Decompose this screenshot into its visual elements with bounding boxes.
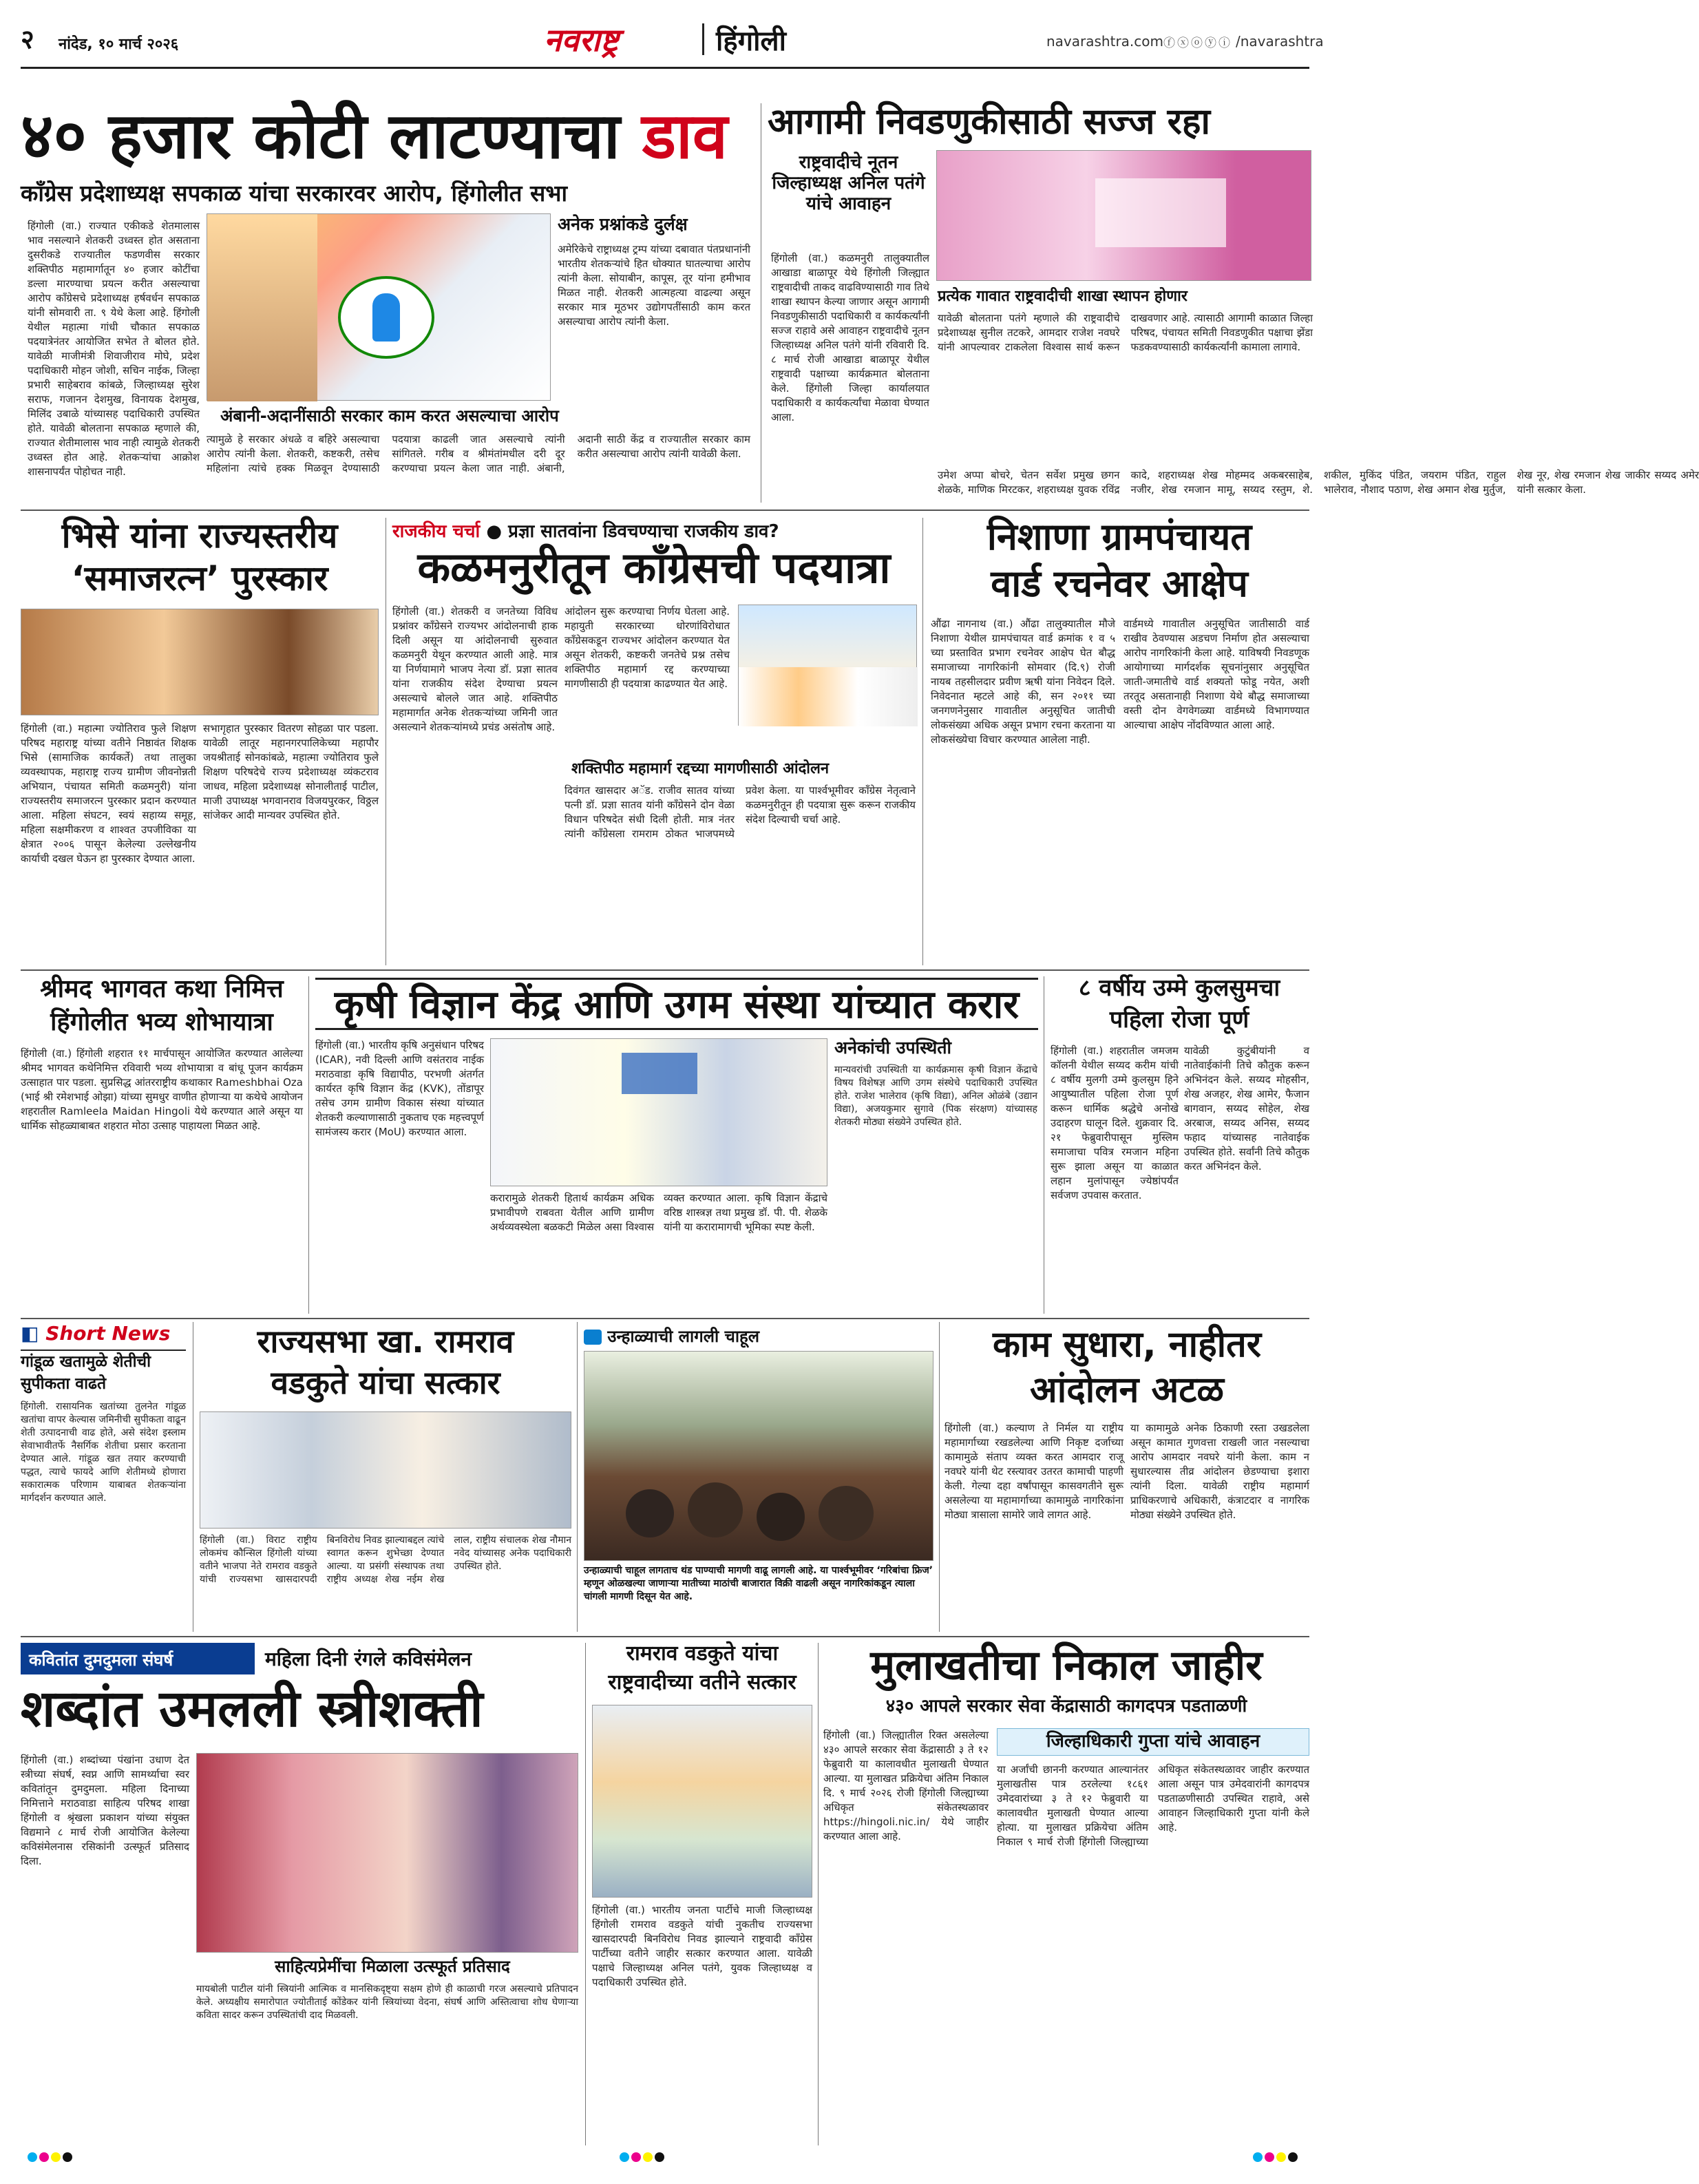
- bhagwat-headline-2: हिंगोलीत भव्य शोभायात्रा: [50, 1008, 273, 1036]
- right-top-photo: [936, 150, 1311, 281]
- ncp-felicitation-body: हिंगोली (वा.) भारतीय जनता पार्टीचे माजी जिल्हाध्यक्ष हिंगोली रामराव वडकुते यांची नुकतीच राज्यसभा खासदारपदी बिनविरोध निवड झाल्याने राष्ट्रवादी काँग्रेस पार्टीच्या वतीने जाहीर सत्कार करण्यात आला. यावेळी पक्षाचे जिल्हाध्यक्ष अनिल पतंगे, युवक जिल्हाध्यक्ष व पदाधिकारी उपस्थित होते.: [592, 1904, 812, 1988]
- right-top-deck: राष्ट्रवादीचे नूतन जिल्हाध्यक्ष अनिल पतंगे यांचे आवाहन: [772, 152, 925, 214]
- right-top-headline: आगामी निवडणुकीसाठी सज्ज रहा: [768, 101, 1210, 143]
- lead-body: हिंगोली (वा.) राज्यात एकीकडे शेतमालास भाव नसल्याने शेतकरी उध्वस्त होत असताना दुसरीकडे राज्यातील फडणवीस सरकार शक्तिपीठ महामार्गातून ४० हजार कोटींचा डल्ला मारण्याचा प्रयत्न करीत असल्याचा आरोप काँग्रेसचे प्रदेशाध्यक्ष हर्षवर्धन सपकाळ यांनी सोमवारी ता. ९ येथे केला आहे. हिंगोली येथील महात्मा गांधी चौकात सपकाळ पदयात्रेनंतर आयोजित सभेत ते बोलत होते. यावेळी माजीमंत्री शिवाजीराव मोघे, प्रदेश पदाधिकारी मोहन जोशी, सचिन नाईक, जिल्हा प्रभारी साहेबराव कांबळे, जिल्हाध्यक्ष सुरेश सराफ, गजानन देशमुख, विनायक देशमुख, मिलिंद उबाळे यांच्यासह पदाधिकारी उपस्थित होते. यावेळी बोलताना सपकाळ म्हणाले की, राज्यात शेतीमालास भाव नाही त्यामुळे शेतकरी उध्वस्त होत आहे. शेतकऱ्यांचा आक्रोश शासनापर्यंत पोहोचत नाही.: [28, 220, 200, 478]
- section-divider: [702, 23, 704, 55]
- kvk-photo: [490, 1038, 827, 1186]
- rs-photo: [200, 1411, 571, 1529]
- issue-date: नांदेड, १० मार्च २०२६: [59, 36, 179, 53]
- row-divider: [21, 1636, 1309, 1637]
- interview-subhead: जिल्हाधिकारी गुप्ता यांचे आवाहन: [997, 1728, 1309, 1756]
- camera-icon: [584, 1330, 602, 1345]
- lead-headline: [21, 99, 750, 179]
- nishana-headline-2: वार्ड रचनेवर आक्षेप: [991, 562, 1248, 605]
- lead-subbody: अमेरिकेचे राष्ट्राध्यक्ष ट्रम्प यांच्या दबावात पंतप्रधानांनी भारतीय शेतकऱ्यांचे हित धोक्यात घातल्याचा आरोप त्यांनी केला. सोयाबीन, कापूस, तूर यांना हमीभाव मिळत नाही. शेतकरी आत्महत्या वाढल्या असून सरकार मात्र मूठभर उद्योगपतींसाठी काम करत असल्याचा आरोप त्यांनी केला.: [558, 243, 750, 328]
- kvk-subbody: मान्यवरांची उपस्थिती या कार्यक्रमास कृषी विज्ञान केंद्राचे विषय विशेषज्ञ आणि उगम संस्थेचे पदाधिकारी उपस्थित होते. राजेश भालेराव (कृषि विद्या), अनिल ओळंबे (उद्यान विद्या), अजयकुमार सुगावे (पिक संरक्षण) यांच्यासह शेतकरी मोठ्या संख्येने उपस्थित होते.: [834, 1064, 1037, 1128]
- section-name: हिंगोली: [716, 25, 786, 57]
- award-headline-2: ‘समाजरत्न’ पुरस्कार: [71, 558, 328, 598]
- social-handle: /navarashtra: [1236, 33, 1324, 50]
- nishana-body: औंढा नागनाथ (वा.) औंढा तालुक्यातील मौजे निशाणा येथील ग्रामपंचायत वार्ड क्रमांक १ व ५ च्या प्रस्तावित प्रभाग रचनेवर आक्षेप घेत बौद्ध समाजाच्या नागरिकांनी सोमवार (दि.९) रोजी नायब तहसीलदार प्रवीण ऋषी यांना निवेदन दिले. निवेदनात म्हटले आहे की, सन २०११ च्या जनगणनेनुसार गावातील अनुसूचित जातीची लोकसंख्या अधिक असून प्रभाग रचना करताना या लोकसंख्येचा विचार करण्यात आलेला नाही.: [931, 618, 1115, 746]
- lead-headline-accent: डाव: [642, 99, 728, 173]
- award-headline-1: भिसे यांना राज्यस्तरीय: [61, 516, 338, 556]
- bhagwat-body: हिंगोली (वा.) हिंगोली शहरात ११ मार्चपासून आयोजित करण्यात आलेल्या श्रीमद भागवत कथेनिमित्त रविवारी भव्य शोभायात्रा व बांधू पूजन कार्यक्रम उत्साहात पार पडला. सुप्रसिद्ध आंतरराष्ट्रीय कथाकार Rameshbhai Oza (भाई श्री रमेशभाई ओझा) यांच्या सुमधुर वाणीत होणाऱ्या या कथेचे आयोजन शहरातील Ramleela Maidan Hingoli येथे करण्यात आले असून या धार्मिक सोहळ्याबाबत शहरात मोठा उत्साह पाहायला मिळत आहे.: [21, 1047, 303, 1132]
- summer-kicker: [584, 1325, 942, 1350]
- poetry-headline: शब्दांत उमलली स्त्रीशक्ती: [21, 1679, 483, 1739]
- rs-body: हिंगोली (वा.) विराट राष्ट्रीय लोकमंच कौन्सिल हिंगोली यांच्या वतीने भाजपा नेते रामराव वडकुते यांची राज्यसभा खासदारपदी बिनविरोध निवड झाल्याबद्दल त्यांचे स्वागत करून शुभेच्छा देण्यात आल्या. या प्रसंगी संस्थापक तथा राष्ट्रीय अध्यक्ष शेख नईम शेख लाल, राष्ट्रीय संचालक शेख नौमान नवेद यांच्यासह अनेक पदाधिकारी उपस्थित होते.: [200, 1535, 571, 1585]
- kvk-body: हिंगोली (वा.) भारतीय कृषि अनुसंधान परिषद (ICAR), नवी दिल्ली आणि वसंतराव नाईक मराठवाडा कृषि विद्यापीठ, परभणी अंतर्गत कार्यरत कृषि विज्ञान केंद्र (KVK), तोंडापूर तसेच उगम ग्रामीण विकास संस्था यांच्यात शेतकरी कल्याणासाठी नुकताच एक महत्त्वपूर्ण सामंजस्य करार (MoU) करण्यात आला.: [315, 1039, 484, 1138]
- ncp-felicitation-headline-1: रामराव वडकुते यांचा: [626, 1641, 779, 1666]
- column-rule: [585, 1643, 586, 2145]
- award-body-2: सभागृहात पुरस्कार वितरण सोहळा पार पडला. यावेळी लातूर महानगरपालिकेच्या महापौर जयश्रीताई सोनकांबळे, महात्मा ज्योतिराव फुले शिक्षण परिषदेचे राज्य प्रदेशाध्यक्ष व्यंकटराव जाधव, महिला प्रदेशाध्यक्ष सोनालीताई पाटील, माजी उपाध्यक्ष भगवानराव विजयपुरकर, विठ्ठल सांजेकर आदी मान्यवर उपस्थित होते.: [203, 722, 379, 821]
- print-color-marks-center: [620, 2152, 666, 2165]
- social-icons: ⓕⓧⓞⓨⓘ: [1163, 36, 1232, 50]
- print-color-marks-left: [28, 2152, 74, 2165]
- row-divider: [21, 510, 1309, 511]
- nishana-body-2: वार्डमध्ये गावातील अनुसूचित जातीसाठी वार्ड राखीव ठेवण्यास अडचण निर्माण होत असल्याचा आरोप नागरिकांनी केला आहे. याविषयी निवडणूक आयोगाच्या मार्गदर्शक सूचनांनुसार अनुसूचित जाती-जमातीचे वार्ड शक्यतो फोडू नयेत, अशी तरतूद असतानाही निशाणा येथे बौद्ध समाजाच्या वस्ती दोन वेगवेगळ्या वार्डमध्ये विभागण्यात आल्याचा आक्षेप नोंदविण्यात आला आहे.: [1123, 618, 1309, 731]
- matka-caption: उन्हाळ्याची चाहूल लागताच थंड पाण्याची मागणी वाढू लागली आहे. या पार्श्वभूमीवर ‘गरिबांचा फ्रिज’ म्हणून ओळखल्या जाणाऱ्या मातीच्या माठांची बाजारात विक्री वाढली असून नागरिकांकडून त्याला चांगली मागणी दिसून येत आहे.: [584, 1565, 933, 1602]
- column-rule: [818, 1643, 819, 2145]
- right-top-body: हिंगोली (वा.) कळमनुरी तालुक्यातील आखाडा बाळापूर येथे हिंगोली जिल्ह्यात राष्ट्रवादीची ताकद वाढविण्यासाठी गाव तिथे शाखा स्थापन केल्या जाणार असून आगामी निवडणुकीसाठी पदाधिकारी व कार्यकर्त्यांनी सज्ज राहावे असे आवाहन राष्ट्रवादीचे नूतन जिल्हाध्यक्ष अनिल पतंगे यांनी रविवारी दि. ८ मार्च रोजी आखाडा बाळापूर येथील राष्ट्रवादी पक्षाच्या कार्यक्रमात बोलताना केले. हिंगोली जिल्हा कार्यालयात पदाधिकारी व कार्यकर्त्यांचा मेळावा घेण्यात आला.: [771, 252, 929, 423]
- lead-caption-body: त्यामुळे हे सरकार अंधळे व बहिरे असल्याचा आरोप त्यांनी केला. शेतकरी, कष्टकरी, तसेच महिलांना त्यांचे हक्क मिळवून देण्यासाठी पदयात्रा काढली जात असल्याचे त्यांनी सांगितले. गरीब व श्रीमंतांमधील दरी दूर करण्याचा प्रयत्न केला जात नाही. अंबानी, अदानी साठी केंद्र व राज्यातील सरकार काम करीत असल्याचा आरोप त्यांनी यावेळी केला.: [207, 433, 750, 474]
- row-divider: [21, 969, 1309, 971]
- lead-headline-main: ४० हजार कोटी लाटण्याचा: [21, 99, 620, 173]
- poetry-banner-title: महिला दिनी रंगले कविसंमेलन: [265, 1648, 472, 1670]
- road-body: हिंगोली (वा.) कल्याण ते निर्मल या राष्ट्रीय महामार्गाच्या रखडलेल्या आणि निकृष्ट दर्जाच्या कामामुळे संताप व्यक्त करत आमदार राजू नवघरे यांनी थेट रस्त्यावर उतरत कामाची पाहणी केली. गेल्या दहा वर्षांपासून कासवगतीने सुरू असलेल्या या महामार्गाच्या कामामुळे नागरिकांना मोठ्या त्रासाला सामोरे जावे लागत आहे.: [945, 1422, 1123, 1521]
- road-headline-1: काम सुधारा, नाहीतर: [992, 1324, 1262, 1365]
- poetry-body: हिंगोली (वा.) शब्दांच्या पंखांना उधाण देत स्त्रीच्या संघर्ष, स्वप्न आणि सामर्थ्याचा स्वर कवितांतून दुमदुमला. महिला दिनाच्या निमित्ताने मराठवाडा साहित्य परिषद शाखा हिंगोली व श्रृंखला प्रकाशन यांच्या संयुक्त विद्यमाने ८ मार्च रोजी आयोजित केलेल्या कविसंमेलनास रसिकांनी उत्स्फूर्त प्रतिसाद दिला.: [21, 1754, 189, 1867]
- short-news-headline-1: गांडूळ खतामुळे शेतीची: [21, 1353, 151, 1371]
- matka-photo: [584, 1351, 933, 1561]
- poetry-banner: [21, 1643, 578, 1674]
- ncp-felicitation-headline-2: राष्ट्रवादीच्या वतीने सत्कार: [608, 1670, 796, 1694]
- roza-body-2: यावेळी कुटुंबीयांनी व नातेवाईकांनी तिचे कौतुक करून अभिनंदन केले. सय्यद मोहसीन, शेख अजहर, शेख आमेर, फैजान बागवान, सय्यद सोहेल, शेख अरबाज, सय्यद अनिस, सय्यद फहाद यांच्यासह नातेवाईक उपस्थित होते. सर्वांनी तिचे कौतुक करत अभिनंदन केले.: [1184, 1044, 1309, 1173]
- roza-headline-2: पहिला रोजा पूर्ण: [1109, 1006, 1249, 1033]
- politics-kicker-label: राजकीय चर्चा: [392, 521, 481, 542]
- summer-kicker-label: उन्हाळ्याची लागली चाहूल: [607, 1327, 760, 1346]
- page-number: २: [21, 24, 34, 54]
- short-news-label: Short News: [45, 1322, 171, 1345]
- bullet-icon: ●: [486, 521, 509, 542]
- short-news-headline-2: सुपीकता वाढते: [21, 1375, 107, 1393]
- short-news-body: हिंगोली. रासायनिक खतांच्या तुलनेत गांडूळ खतांचा वापर केल्यास जमिनीची सुपीकता वाढून शेती उत्पादनाची वाढ होते, असे संदेश इस्लाम सेवाभावीतर्फे नैसर्गिक शेतीचा प्रसार करताना देण्यात आले. गांडूळ खत तयार करण्याची पद्धत, त्याचे फायदे आणि शेतीमध्ये होणारा सकारात्मक परिणाम याबाबत शेतकऱ्यांना मार्गदर्शन करण्यात आले.: [21, 1401, 186, 1504]
- politics-kicker-tail: प्रज्ञा सातवांना डिवचण्याचा राजकीय डाव?: [508, 521, 779, 542]
- padyatra-photo: [738, 605, 917, 726]
- masthead: [21, 14, 1324, 69]
- poetry-banner-tag: कवितांत दुमदुमला संघर्ष: [21, 1643, 255, 1674]
- award-body: हिंगोली (वा.) महात्मा ज्योतिराव फुले शिक्षण परिषद महाराष्ट्र यांच्या वतीने निष्ठावंत शिक्षक भिसे (सामाजिक कार्यकर्ते) तथा तालुका व्यवस्थापक, महाराष्ट्र राज्य ग्रामीण जीवनोन्नती अभियान, पंचायत समिती कळमनुरी) यांना राज्यस्तरीय समाजरत्न पुरस्कार प्रदान करण्यात आला. महिला संघटन, स्वयं सहाय्य समूह, महिला सक्षमीकरण व शाश्वत उपजीविका या क्षेत्रात २००६ पासून केलेल्या उल्लेखनीय कार्याची दखल घेऊन हा पुरस्कार देण्यात आला.: [21, 722, 196, 865]
- column-rule: [577, 1322, 578, 1632]
- right-top-names: उमेश अप्पा बोचरे, चेतन सर्वेश प्रमुख छगन शेळके, माणिक मिरटकर, शहराध्यक्ष युवक रविंद्र कादे, शहराध्यक्ष शेख मोहम्मद अकबरसाहेब, नजीर, शेख रमजान मामू, सय्यद रस्तुम, शे. शकील, मुकिंद पंडित, जयराम पंडित, राहुल भालेराव, नौशाद पठाण, शेख अमान शेख मुर्तुज, शेख नूर, शेख रमजान शेख जाकीर सय्यद अमेर यांनी सत्कार केला.: [938, 469, 1699, 496]
- lead-photo: [207, 213, 551, 401]
- rs-headline-2: वडकुते यांचा सत्कार: [271, 1364, 500, 1401]
- padyatra-headline: कळमनुरीतून काँग्रेसची पदयात्रा: [417, 543, 891, 593]
- bhagwat-headline-1: श्रीमद भागवत कथा निमित्त: [40, 975, 284, 1003]
- poetry-caption-body: मायबोली पाटील यांनी स्त्रियांनी आत्मिक व मानसिकदृष्ट्या सक्षम होणे ही काळाची गरज असल्याचे प्रतिपादन केले. अध्यक्षीय समारोपात ज्योतीताई कोंडेकर यांनी स्त्रियांच्या वेदना, संघर्ष आणि अस्तित्वाचा शोध घेणाऱ्या कविता सादर करून उपस्थितांची दाद मिळवली.: [196, 1984, 578, 2021]
- padyatra-body: हिंगोली (वा.) शेतकरी व जनतेच्या विविध प्रश्नांवर काँग्रेसने राज्यभर आंदोलनाची हाक दिली असून या आंदोलनाची सुरुवात कळमनुरी येथून करण्यात आली आहे. मात्र या निर्णयामागे भाजप नेत्या डॉ. प्रज्ञा सातव यांना राजकीय संदेश देण्याचा प्रयत्न असल्याचे बोलले जात आहे. शक्तिपीठ महामार्गात अनेक शेतकऱ्यांच्या जमिनी जात असल्याने शेतकऱ्यांमध्ये प्रचंड असंतोष आहे.: [392, 605, 558, 733]
- megaphone-icon: ◧: [21, 1322, 46, 1345]
- road-body-2: या कामामुळे अनेक ठिकाणी रस्ता उखडलेला असून कामात गुणवत्ता राखली जात नसल्याचा आरोप आमदार नवघरे यांनी केला. काम न सुधारल्यास तीव्र आंदोलन छेडण्याचा इशारा त्यांनी दिला. यावेळी राष्ट्रीय महामार्ग प्राधिकरणाचे अधिकारी, कंत्राटदार व नागरिक मोठ्या संख्येने उपस्थित होते.: [1130, 1422, 1309, 1521]
- lead-subhead: अनेक प्रश्नांकडे दुर्लक्ष: [558, 214, 688, 234]
- column-rule: [308, 976, 309, 1314]
- padyatra-caption: शक्तिपीठ महामार्ग रद्दच्या मागणीसाठी आंदोलन: [571, 760, 830, 777]
- interview-deck: ४३० आपले सरकार सेवा केंद्रासाठी कागदपत्र पडताळणी: [885, 1696, 1247, 1716]
- roza-body: हिंगोली (वा.) शहरातील जमजम कॉलनी येथील सय्यद करीम यांची ८ वर्षीय मुलगी उम्मे कुलसुम हिने आयुष्यातील पहिला रोजा पूर्ण करून धार्मिक श्रद्धेचे अनोखे उदाहरण घालून दिले. शुक्रवार दि. २१ फेब्रुवारीपासून मुस्लिम समाजाचा पवित्र रमजान महिना सुरू झाला असून या काळात लहान मुलांपासून ज्येष्ठांपर्यंत सर्वजण उपवास करतात.: [1051, 1044, 1179, 1201]
- right-top-caption-body: यावेळी बोलताना पतंगे म्हणाले की राष्ट्रवादीचे प्रदेशाध्यक्ष सुनील तटकरे, आमदार राजेश नवघरे यांनी आपल्यावर टाकलेला विश्वास सार्थ करून दाखवणार आहे. त्यासाठी आगामी काळात जिल्हा परिषद, पंचायत समिती निवडणुकीत पक्षाचा झेंडा फडकवण्यासाठी कार्यकर्त्यांनी कामाला लागावे.: [938, 312, 1313, 353]
- kvk-subhead: अनेकांची उपस्थिती: [834, 1038, 952, 1058]
- column-rule: [939, 1322, 940, 1632]
- rs-headline-1: राज्यसभा खा. रामराव: [257, 1323, 514, 1360]
- roza-headline-1: ८ वर्षीय उम्मे कुलसुमचा: [1078, 974, 1280, 1002]
- interview-body: हिंगोली (वा.) जिल्ह्यातील रिक्त असलेल्या ४३० आपले सरकार सेवा केंद्रासाठी ३ ते १२ फेब्रुवारी या कालावधीत मुलाखती घेण्यात आल्या. या मुलाखत प्रक्रियेचा अंतिम निकाल दि. ९ मार्च २०२६ रोजी हिंगोली जिल्ह्याच्या अधिकृत संकेतस्थळावर https://hingoli.nic.in/ येथे जाहीर करण्यात आला आहे.: [823, 1729, 989, 1842]
- lead-caption: अंबानी-अदानींसाठी सरकार काम करत असल्याचा आरोप: [220, 406, 559, 426]
- kvk-headline: कृषी विज्ञान केंद्र आणि उगम संस्था यांच्यात करार: [315, 978, 1038, 1030]
- award-photo: [21, 609, 379, 715]
- lead-deck: काँग्रेस प्रदेशाध्यक्ष सपकाळ यांचा सरकारवर आरोप, हिंगोलीत सभा: [21, 180, 568, 207]
- padyatra-body-2: आंदोलन सुरू करण्याचा निर्णय घेतला आहे. महायुती सरकारच्या धोरणांविरोधात काँग्रेसकडून राज्यभर आंदोलन करण्यात येत असून शेतकरी, कष्टकरी जनतेचे प्रश्न तसेच शक्तिपीठ महामार्ग रद्द करण्याच्या मागणीसाठी ही पदयात्रा काढण्यात येत आहे.: [564, 605, 730, 690]
- padyatra-body-3: दिवंगत खासदार अॅड. राजीव सातव यांच्या पत्नी डॉ. प्रज्ञा सातव यांनी काँग्रेसने दोन वेळा विधान परिषदेत संधी दिली होती. मात्र नंतर त्यांनी काँग्रेसला रामराम ठोकत भाजपमध्ये प्रवेश केला. या पार्श्वभूमीवर काँग्रेस नेतृत्वाने कळमनुरीतून ही पदयात्रा सुरू करून राजकीय संदेश दिल्याची चर्चा आहे.: [564, 784, 916, 840]
- column-rule: [922, 518, 923, 965]
- row-divider: [21, 1318, 1309, 1319]
- politics-kicker: [392, 518, 916, 545]
- ncp-felicitation-photo: [592, 1705, 812, 1898]
- print-color-marks-right: [1253, 2152, 1300, 2165]
- interview-headline: मुलाखतीचा निकाल जाहीर: [870, 1641, 1263, 1690]
- nishana-headline-1: निशाणा ग्रामपंचायत: [986, 515, 1252, 558]
- brand-logo: नवराष्ट्र: [544, 21, 619, 59]
- poetry-caption: साहित्यप्रेमींचा मिळाला उत्स्फूर्त प्रतिसाद: [275, 1957, 510, 1976]
- site-url: navarashtra.com: [1046, 33, 1163, 50]
- poetry-photo: [196, 1753, 578, 1953]
- right-top-caption: प्रत्येक गावात राष्ट्रवादीची शाखा स्थापन होणार: [938, 288, 1188, 305]
- interview-body-2: या अर्जांची छाननी करण्यात आल्यानंतर मुलाखतीस पात्र ठरलेल्या १८६१ उमेदवारांच्या ३ ते १२ फेब्रुवारी या कालावधीत मुलाखती घेण्यात आल्या होत्या. या मुलाखत प्रक्रियेचा अंतिम निकाल ९ मार्च रोजी हिंगोली जिल्ह्याच्या अधिकृत संकेतस्थळावर जाहीर करण्यात आला असून पात्र उमेदवारांनी कागदपत्र पडताळणीसाठी उपस्थित राहावे, असे आवाहन जिल्हाधिकारी गुप्ता यांनी केले आहे.: [997, 1763, 1309, 1848]
- road-headline-2: आंदोलन अटळ: [1030, 1369, 1224, 1411]
- kvk-body-2: करारामुळे शेतकरी हितार्थ कार्यक्रम अधिक प्रभावीपणे राबवता येतील आणि ग्रामीण अर्थव्यवस्थेला बळकटी मिळेल असा विश्वास व्यक्त करण्यात आला. कृषि विज्ञान केंद्राचे वरिष्ठ शास्त्रज्ञ तथा प्रमुख डॉ. पी. पी. शेळके यांनी या करारामागची भूमिका स्पष्ट केली.: [490, 1192, 827, 1233]
- short-news-badge: [21, 1322, 186, 1351]
